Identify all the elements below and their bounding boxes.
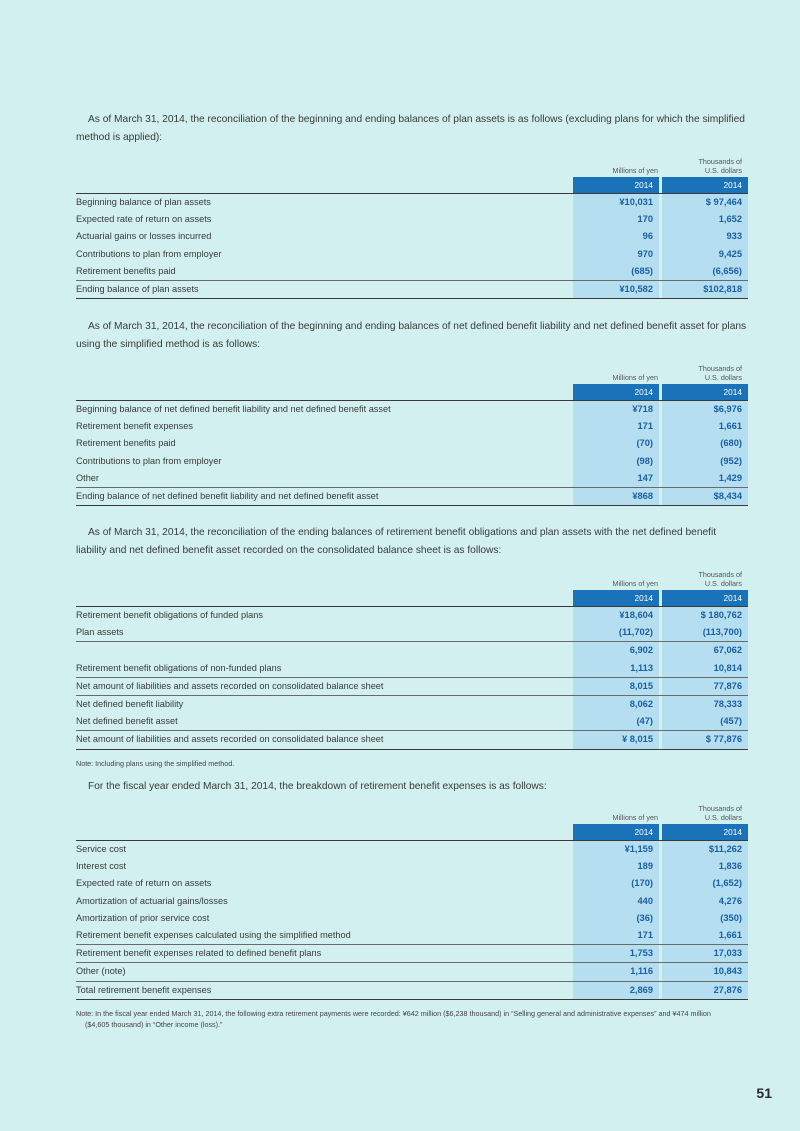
table-row-total: Net amount of liabilities and assets recorded on consolidated balance sheet ¥ 8,015 $ 77,876	[76, 731, 748, 749]
units-header	[76, 560, 748, 590]
table-row: Retirement benefits paid (685) (6,656)	[76, 263, 748, 281]
table-row: Expected rate of return on assets (170) (1,652)	[76, 875, 748, 892]
unit-yen-label: Millions of yen	[612, 813, 658, 822]
unit-usd-label: Thousands of U.S. dollars	[698, 570, 742, 588]
table-row: Plan assets (11,702) (113,700)	[76, 624, 748, 642]
table-row: Amortization of actuarial gains/losses 440 4,276	[76, 893, 748, 910]
year-header-yen: 2014	[573, 824, 659, 841]
section-plan-assets	[76, 111, 748, 299]
unit-usd-label: Thousands of U.S. dollars	[698, 364, 742, 382]
table-row-total: Ending balance of net defined benefit liability and net defined benefit asset ¥868 $8,434	[76, 487, 748, 505]
table-row: Beginning balance of net defined benefit liability and net defined benefit asset ¥718 $6,976	[76, 401, 748, 419]
units-header	[76, 354, 748, 384]
table-row-subtotal: Retirement benefit expenses related to defined benefit plans 1,753 17,033	[76, 945, 748, 963]
year-header-usd: 2014	[662, 590, 748, 607]
table-row-subtotal: 6,902 67,062	[76, 642, 748, 660]
table-row: Actuarial gains or losses incurred 96 933	[76, 228, 748, 245]
table-row: Other (note) 1,116 10,843	[76, 963, 748, 981]
table-row: Contributions to plan from employer 970 9,425	[76, 246, 748, 263]
intro-text: As of March 31, 2014, the reconciliation of the beginning and ending balances of plan assets is as follows (excluding plans for which the simplified method is applied):	[76, 114, 745, 143]
table-row: Net defined benefit liability 8,062 78,333	[76, 695, 748, 713]
benefit-expenses-table	[76, 824, 748, 1000]
section-balance-sheet-reconciliation	[76, 524, 748, 769]
table-row: Interest cost 189 1,836	[76, 858, 748, 875]
table-row: Retirement benefit expenses 171 1,661	[76, 418, 748, 435]
unit-usd-label: Thousands of U.S. dollars	[698, 157, 742, 175]
intro-text: For the fiscal year ended March 31, 2014, the breakdown of retirement benefit expenses is as follows:	[88, 781, 547, 792]
year-header-usd: 2014	[662, 824, 748, 841]
table-row: Net defined benefit asset (47) (457)	[76, 713, 748, 731]
table-row: Contributions to plan from employer (98) (952)	[76, 453, 748, 470]
table-row: Retirement benefit expenses calculated using the simplified method 171 1,661	[76, 927, 748, 945]
section-benefit-expenses	[76, 778, 748, 1030]
table-row: Beginning balance of plan assets ¥10,031 $ 97,464	[76, 194, 748, 212]
year-header-yen: 2014	[573, 177, 659, 194]
intro-text: As of March 31, 2014, the reconciliation of the beginning and ending balances of net defined benefit liability and net defined benefit asset for plans using the simplified method is as follows:	[76, 321, 747, 350]
balance-sheet-table	[76, 590, 748, 750]
table-row: Expected rate of return on assets 170 1,652	[76, 211, 748, 228]
table-row: Retirement benefit obligations of non-funded plans 1,113 10,814	[76, 660, 748, 678]
section-simplified-method	[76, 318, 748, 506]
units-header	[76, 796, 748, 824]
unit-yen-label: Millions of yen	[612, 373, 658, 382]
plan-assets-table	[76, 177, 748, 299]
table-note: Note: Including plans using the simplified method.	[76, 758, 235, 768]
table-row-subtotal: Net amount of liabilities and assets recorded on consolidated balance sheet 8,015 77,876	[76, 677, 748, 695]
table-row: Other 147 1,429	[76, 470, 748, 488]
page-number: 51	[756, 1085, 772, 1101]
table-row-total: Total retirement benefit expenses 2,869 27,876	[76, 981, 748, 999]
table-row-total: Ending balance of plan assets ¥10,582 $102,818	[76, 280, 748, 298]
table-note: Note: In the fiscal year ended March 31, 2014, the following extra retirement payments were recorded: ¥642 million ($6,238 thousand) in “Selling general and administrative expenses” and ¥474 million ($4,605 thousand) in “Other income (loss).”	[76, 1008, 711, 1029]
year-header-yen: 2014	[573, 590, 659, 607]
intro-text: As of March 31, 2014, the reconciliation of the ending balances of retirement benefit obligations and plan assets with the net defined benefit liability and net defined benefit asset recorded on the consolidated balance sheet is as follows:	[76, 527, 717, 556]
table-row: Service cost ¥1,159 $11,262	[76, 841, 748, 859]
units-header	[76, 147, 748, 177]
year-header-usd: 2014	[662, 177, 748, 194]
unit-usd-label: Thousands of U.S. dollars	[698, 804, 742, 822]
unit-yen-label: Millions of yen	[612, 166, 658, 175]
table-row: Retirement benefit obligations of funded plans ¥18,604 $ 180,762	[76, 607, 748, 625]
unit-yen-label: Millions of yen	[612, 579, 658, 588]
table-row: Retirement benefits paid (70) (680)	[76, 435, 748, 452]
year-header-yen: 2014	[573, 384, 659, 401]
table-row: Amortization of prior service cost (36) (350)	[76, 910, 748, 927]
year-header-usd: 2014	[662, 384, 748, 401]
simplified-method-table	[76, 384, 748, 506]
